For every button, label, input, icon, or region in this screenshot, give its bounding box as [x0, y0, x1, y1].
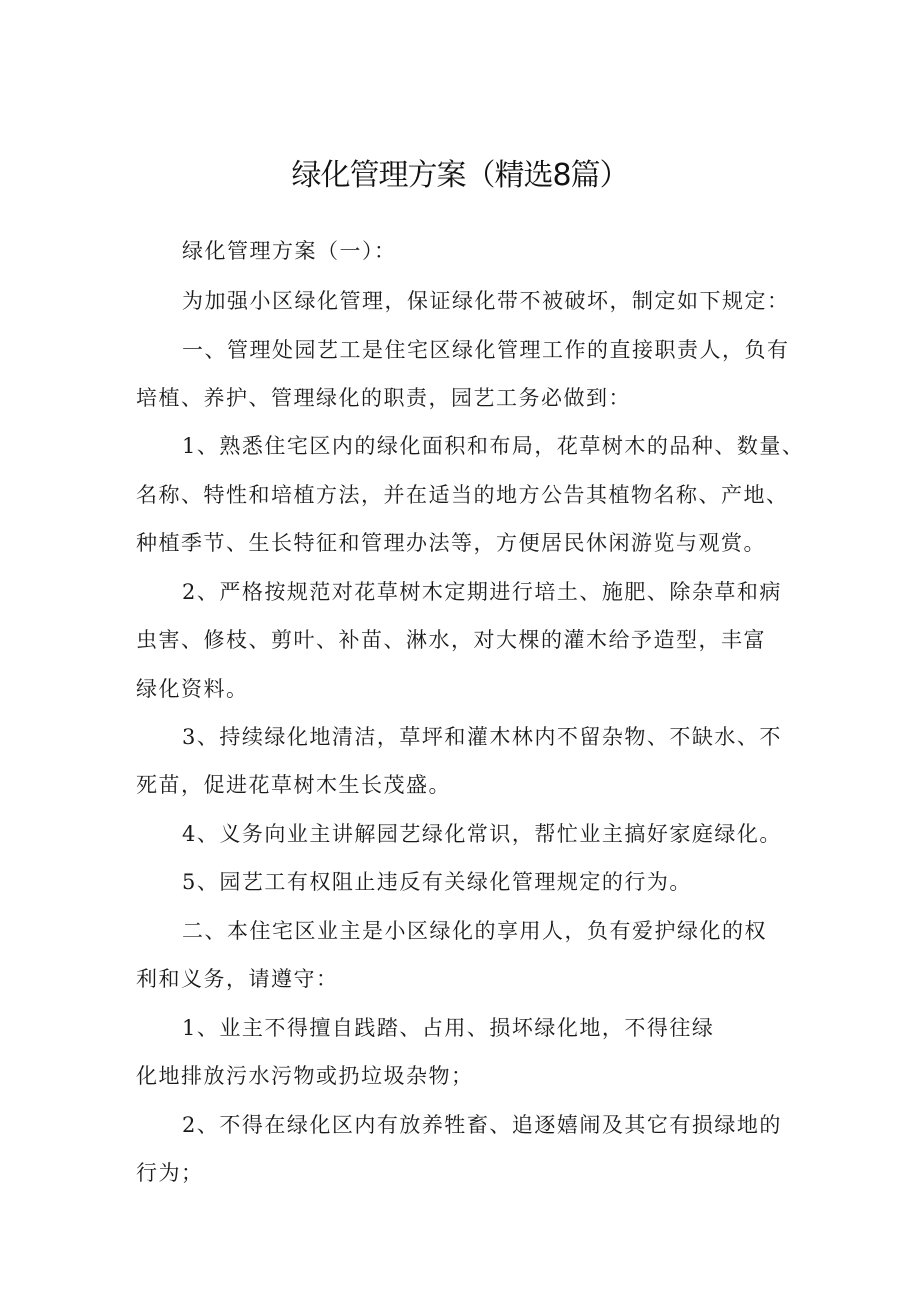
paragraph-line: 名称、特性和培植方法，并在适当的地方公告其植物名称、产地、 [136, 483, 789, 507]
paragraph-line: 1、熟悉住宅区内的绿化面积和布局，花草树木的品种、数量、 [182, 434, 805, 458]
paragraph-line: 5、园艺工有权阻止违反有关绿化管理规定的行为。 [182, 870, 692, 894]
paragraph-line: 虫害、修枝、剪叶、补苗、淋水，对大棵的灌木给予造型，丰富 [136, 628, 766, 652]
paragraph-line: 利和义务，请遵守： [136, 967, 339, 991]
paragraph-line: 行为； [136, 1161, 204, 1185]
paragraph-line: 培植、养护、管理绿化的职责，园艺工务必做到： [136, 386, 631, 410]
paragraph-line: 1、业主不得擅自践踏、占用、损坏绿化地，不得往绿 [182, 1016, 715, 1040]
paragraph-line: 为加强小区绿化管理，保证绿化带不被破坏，制定如下规定： [182, 289, 790, 313]
paragraph-line: 2、不得在绿化区内有放养牲畜、追逐嬉闹及其它有损绿地的 [182, 1113, 782, 1137]
paragraph-line: 2、严格按规范对花草树木定期进行培土、施肥、除杂草和病 [182, 580, 782, 604]
paragraph-line: 3、持续绿化地清洁，草坪和灌木林内不留杂物、不缺水、不 [182, 725, 782, 749]
paragraph-line: 死苗，促进花草树木生长茂盛。 [136, 773, 451, 797]
paragraph-line: 化地排放污水污物或扔垃圾杂物； [136, 1064, 474, 1088]
paragraph-line: 种植季节、生长特征和管理办法等，方便居民休闲游览与观赏。 [136, 531, 766, 555]
paragraph-line: 二、本住宅区业主是小区绿化的享用人，负有爱护绿化的权 [182, 919, 767, 943]
paragraph-line: 绿化资料。 [136, 677, 249, 701]
section-heading-1: 绿化管理方案（一）： [182, 239, 397, 263]
paragraph-line: 一、管理处园艺工是住宅区绿化管理工作的直接职责人，负有 [182, 338, 790, 362]
paragraph-line: 4、义务向业主讲解园艺绿化常识，帮忙业主搞好家庭绿化。 [182, 822, 782, 846]
document-title: 绿化管理方案（精选8篇） [291, 158, 629, 193]
